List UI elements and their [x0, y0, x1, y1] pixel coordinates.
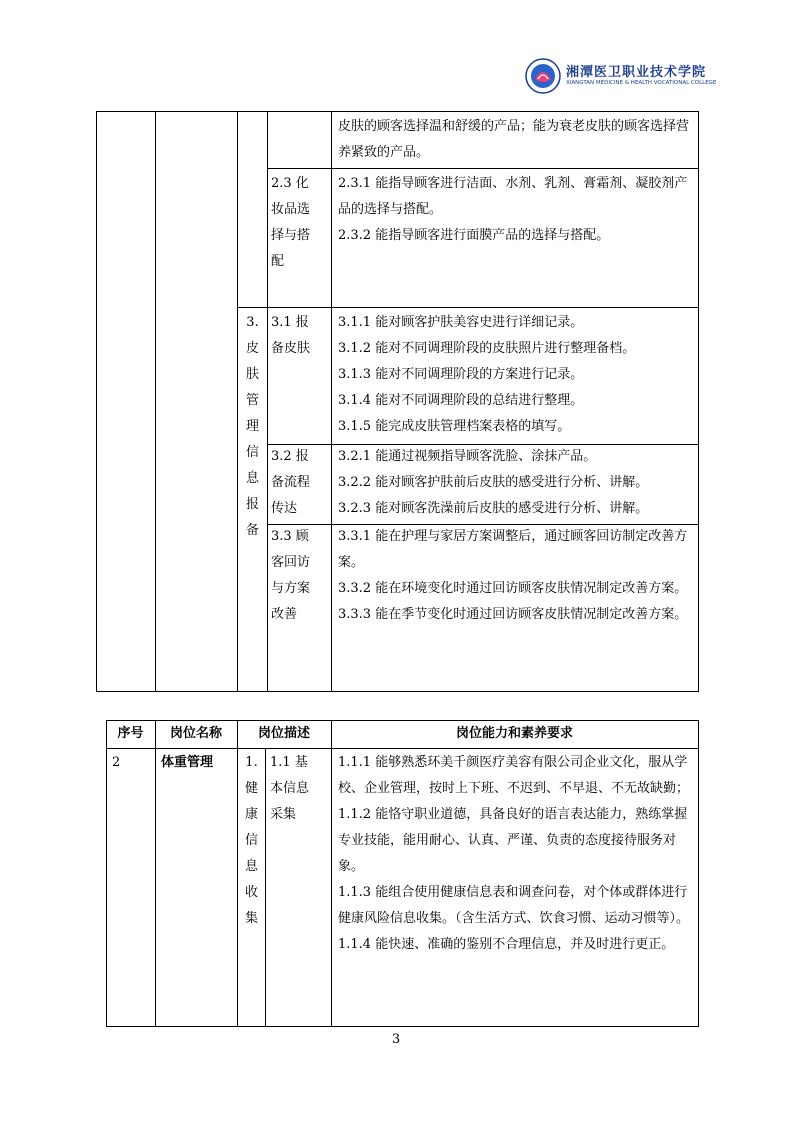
- requirement-item: 3.2.1 能通过视频指导顾客洗脸、涂抹产品。: [338, 449, 597, 464]
- requirement-item: 3.3.1 能在护理与家居方案调整后，通过顾客回访制定改善方案。: [338, 529, 688, 570]
- table-cell: [338, 114, 694, 166]
- position-name: 体重管理: [161, 755, 214, 770]
- requirement-item: 3.2.3 能对顾客洗澡前后皮肤的感受进行分析、讲解。: [338, 501, 649, 516]
- requirement-item: 3.3.2 能在环境变化时通过回访顾客皮肤情况制定改善方案。: [338, 581, 688, 596]
- column-header-req: 岗位能力和素养要求: [455, 726, 573, 741]
- requirement-list: [338, 750, 694, 958]
- college-name-en: XIANGTAN MEDICINE & HEALTH VOCATIONAL COLLEGE: [566, 80, 717, 86]
- requirement-list: [338, 444, 694, 522]
- requirement-item: 3.1.5 能完成皮肤管理档案表格的填写。: [338, 419, 571, 434]
- sub-task-label: 1.1 基 本信息 采集: [270, 755, 310, 822]
- requirement-item: 3.1.2 能对不同调理阶段的皮肤照片进行整理备档。: [338, 341, 636, 356]
- requirement-item: 3.3.3 能在季节变化时通过回访顾客皮肤情况制定改善方案。: [338, 607, 688, 622]
- section-title: 3. 皮 肤 管 理 信 息 报 备: [245, 315, 259, 538]
- column-header-desc: 岗位描述: [257, 726, 310, 741]
- section-title: 1. 健 康 信 息 收 集: [244, 755, 258, 926]
- requirement-item: 2.3.2 能指导顾客进行面膜产品的选择与搭配。: [338, 228, 610, 243]
- sub-task-label: 3.1 报 备皮肤: [271, 315, 311, 356]
- requirement-item: 1.1.1 能够熟悉环美千颜医疗美容有限公司企业文化，服从学校、企业管理，按时上下班、不迟到、不早退、不无故缺勤；: [338, 755, 690, 796]
- row-number: 2: [112, 755, 121, 770]
- requirement-item: 3.2.2 能对顾客护肤前后皮肤的感受进行分析、讲解。: [338, 475, 649, 490]
- sub-task-label: 2.3 化 妆品选 择与搭 配: [271, 176, 311, 269]
- requirement-item: 1.1.2 能恪守职业道德，具备良好的语言表达能力，熟练掌握专业技能，能用耐心、认真、严谨、负责的态度接待服务对象。: [338, 807, 688, 874]
- requirement-list: [338, 310, 694, 440]
- requirement-item: 3.1.3 能对不同调理阶段的方案进行记录。: [338, 367, 584, 382]
- requirement-item: 2.3.1 能指导顾客进行洁面、水剂、乳剂、膏霜剂、凝胶剂产品的选择与搭配。: [338, 176, 688, 217]
- college-name: 湘潭医卫职业技术学院: [566, 65, 707, 80]
- column-header-no: 序号: [117, 726, 144, 741]
- requirement-item: 3.1.1 能对顾客护肤美容史进行详细记录。: [338, 315, 584, 330]
- requirement-item: 3.1.4 能对不同调理阶段的总结进行整理。: [338, 393, 584, 408]
- sub-task-label: 3.2 报 备流程 传达: [271, 449, 311, 516]
- sub-task-label: 3.3 顾 客回访 与方案 改善: [271, 529, 311, 622]
- requirement-text: 皮肤的顾客选择温和舒缓的产品；能为衰老皮肤的顾客选择营养紧致的产品。: [338, 119, 690, 160]
- requirement-list: [338, 171, 694, 249]
- requirement-item: 1.1.3 能组合使用健康信息表和调查问卷，对个体或群体进行健康风险信息收集。（含生活方式、饮食习惯、运动习惯等）。: [338, 885, 690, 926]
- requirement-list: [338, 524, 694, 628]
- column-header-name: 岗位名称: [169, 726, 222, 741]
- requirement-item: 1.1.4 能快速、准确的鉴别不合理信息，并及时进行更正。: [338, 937, 675, 952]
- page-number: 3: [391, 1032, 401, 1047]
